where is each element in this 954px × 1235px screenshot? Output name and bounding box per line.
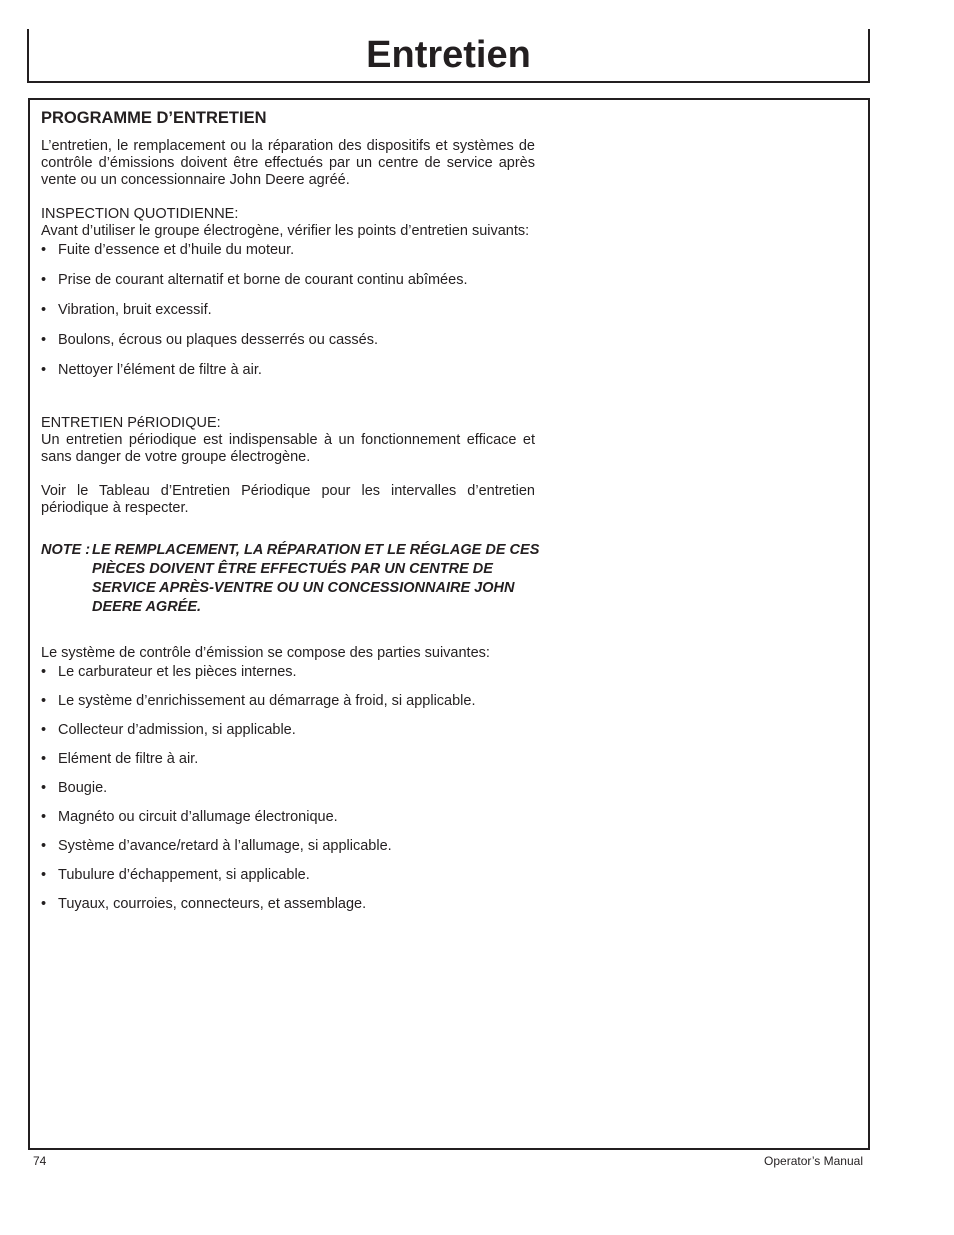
list-item-text: Tubulure d’échappement, si applicable. bbox=[58, 867, 310, 883]
bullet-icon: • bbox=[41, 302, 47, 318]
bullet-icon: • bbox=[41, 242, 47, 258]
list-item-text: Vibration, bruit excessif. bbox=[58, 302, 212, 318]
list-item bbox=[41, 751, 535, 768]
periodic-maintenance-text: Un entretien périodique est indispensable à un fonctionnement efficace et sans danger de votre groupe électrogène. bbox=[41, 432, 535, 465]
bullet-icon: • bbox=[41, 809, 47, 825]
manual-name: Operator’s Manual bbox=[764, 1154, 863, 1168]
list-item bbox=[41, 272, 535, 289]
bullet-icon: • bbox=[41, 838, 47, 854]
bullet-icon: • bbox=[41, 780, 47, 796]
bullet-icon: • bbox=[41, 722, 47, 738]
list-item-text: Fuite d’essence et d’huile du moteur. bbox=[58, 242, 295, 258]
intro-paragraph: L’entretien, le remplacement ou la réparation des dispositifs et systèmes de contrôle d’émissions doivent être effectués par un centre de service après vente ou un concessionnaire John Deere agréé. bbox=[41, 138, 535, 188]
list-item-text: Elément de filtre à air. bbox=[58, 751, 199, 767]
list-item bbox=[41, 867, 535, 884]
list-item bbox=[41, 809, 535, 826]
daily-inspection-list bbox=[41, 242, 535, 379]
list-item bbox=[41, 332, 535, 349]
list-item bbox=[41, 896, 535, 913]
bullet-icon: • bbox=[41, 693, 47, 709]
title-banner bbox=[27, 29, 870, 83]
list-item-text: Prise de courant alternatif et borne de courant continu abîmées. bbox=[58, 272, 468, 288]
list-item-text: Collecteur d’admission, si applicable. bbox=[58, 722, 296, 738]
periodic-maintenance-label: ENTRETIEN PéRIODIQUE: bbox=[41, 415, 221, 431]
periodic-schedule-reference: Voir le Tableau d’Entretien Périodique pour les intervalles d’entretien périodique à respecter. bbox=[41, 483, 535, 516]
bullet-icon: • bbox=[41, 867, 47, 883]
list-item bbox=[41, 838, 535, 855]
list-item bbox=[41, 302, 535, 319]
bullet-icon: • bbox=[41, 332, 47, 348]
note-label: NOTE : bbox=[41, 542, 91, 558]
bullet-icon: • bbox=[41, 896, 47, 912]
emission-system-intro: Le système de contrôle d’émission se compose des parties suivantes: bbox=[41, 645, 490, 661]
list-item-text: Le carburateur et les pièces internes. bbox=[58, 664, 297, 680]
list-item bbox=[41, 780, 535, 797]
list-item bbox=[41, 242, 535, 259]
note-block bbox=[41, 541, 557, 617]
bullet-icon: • bbox=[41, 362, 47, 378]
page-number: 74 bbox=[33, 1154, 47, 1168]
list-item bbox=[41, 722, 535, 739]
content-frame bbox=[28, 98, 870, 1150]
emission-parts-list bbox=[41, 664, 535, 913]
note-text: LE REMPLACEMENT, LA RÉPARATION ET LE RÉGLAGE DE CES PIÈCES DOIVENT ÊTRE EFFECTUÉS PAR UN CENTRE DE SERVICE APRÈS-VENTRE OU UN CONCESSIONNAIRE JOHN DEERE AGRÉE. bbox=[92, 542, 540, 615]
daily-inspection-label: INSPECTION QUOTIDIENNE: bbox=[41, 206, 239, 222]
list-item bbox=[41, 362, 535, 379]
list-item-text: Magnéto ou circuit d’allumage électronique. bbox=[58, 809, 338, 825]
content-column bbox=[41, 108, 540, 913]
list-item bbox=[41, 664, 535, 681]
list-item-text: Boulons, écrous ou plaques desserrés ou cassés. bbox=[58, 332, 378, 348]
list-item-text: Système d’avance/retard à l’allumage, si applicable. bbox=[58, 838, 392, 854]
bullet-icon: • bbox=[41, 272, 47, 288]
section-heading: PROGRAMME D’ENTRETIEN bbox=[41, 109, 267, 127]
list-item-text: Nettoyer l’élément de filtre à air. bbox=[58, 362, 262, 378]
list-item-text: Tuyaux, courroies, connecteurs, et assemblage. bbox=[58, 896, 367, 912]
bullet-icon: • bbox=[41, 751, 47, 767]
list-item-text: Le système d’enrichissement au démarrage à froid, si applicable. bbox=[58, 693, 476, 709]
list-item-text: Bougie. bbox=[58, 780, 108, 796]
list-item bbox=[41, 693, 535, 710]
daily-inspection-text: Avant d’utiliser le groupe électrogène, vérifier les points d’entretien suivants: bbox=[41, 223, 530, 239]
bullet-icon: • bbox=[41, 664, 47, 680]
page-title: Entretien bbox=[366, 34, 531, 76]
